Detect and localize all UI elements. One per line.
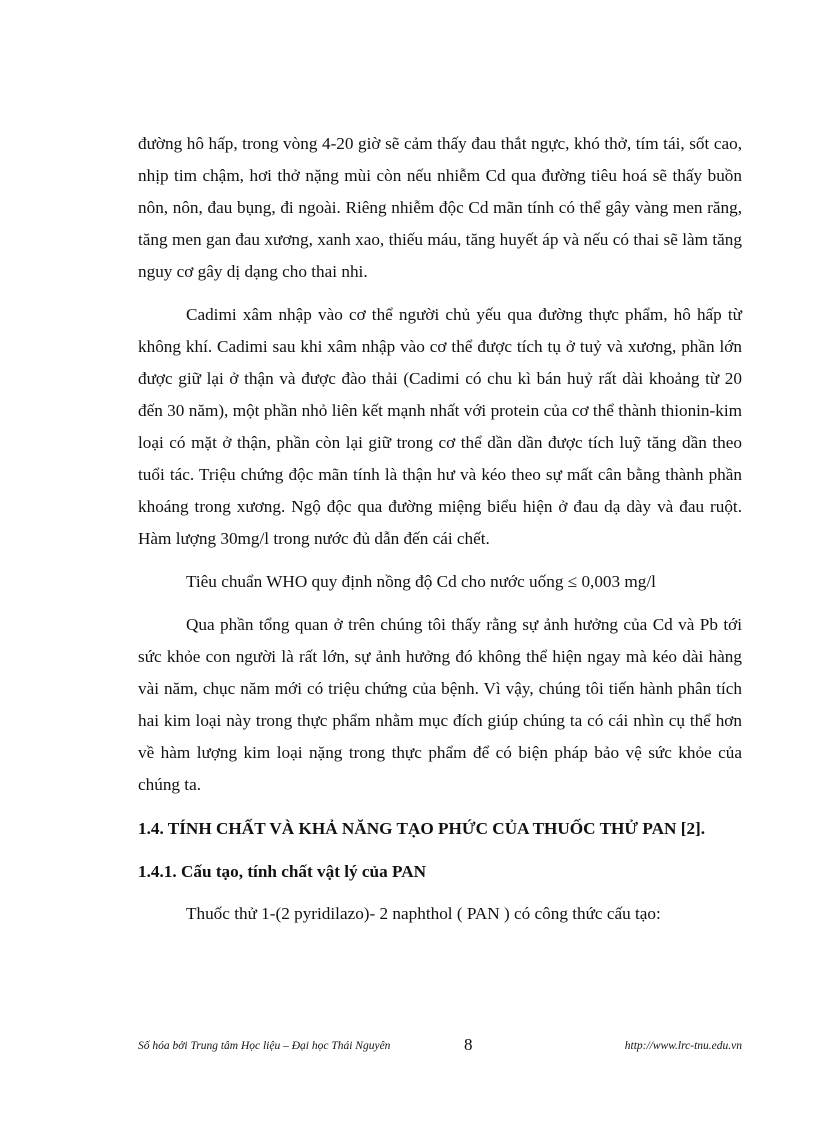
paragraph-who-standard: Tiêu chuẩn WHO quy định nồng độ Cd cho nước uống ≤ 0,003 mg/l — [186, 572, 656, 591]
subsection-heading: 1.4.1. Cấu tạo, tính chất vật lý của PAN — [138, 862, 427, 881]
footer-source: Số hóa bởi Trung tâm Học liệu – Đại học Thái Nguyên — [138, 1040, 391, 1052]
paragraph-cd-symptoms: đường hô hấp, trong vòng 4-20 giờ sẽ cảm thấy đau thắt ngực, khó thở, tím tái, sốt cao, nhịp tim chậm, hơi thở nặng mùi còn nếu nhiễm Cd qua đường tiêu hoá sẽ thấy buồn nôn, nôn, đau bụng, đi ngoài. Riêng nhiễm độc Cd mãn tính có thể gây vàng men răng, tăng men gan đau xương, xanh xao, thiếu máu, tăng huyết áp và nếu có thai sẽ làm tăng nguy cơ gây dị dạng cho thai nhi. — [138, 134, 742, 281]
footer-url: http://www.lrc-tnu.edu.vn — [624, 1040, 742, 1052]
paragraph-cadimi-absorption: Cadimi xâm nhập vào cơ thể người chủ yếu qua đường thực phẩm, hô hấp từ không khí. Cadimi sau khi xâm nhập vào cơ thể được tích tụ ở tuỷ và xương, phần lớn được giữ lại ở thận và được đào thải (Cadimi có chu kì bán huỷ rất dài khoảng từ 20 đến 30 năm), một phần nhỏ liên kết mạnh nhất với protein của cơ thể thành thionin-kim loại có mặt ở thận, phần còn lại giữ trong cơ thể dần dần được tích luỹ tăng dần theo tuổi tác. Triệu chứng độc mãn tính là thận hư và kéo theo sự mất cân bằng thành phần khoáng trong xương. Ngộ độc qua đường miệng biểu hiện ở đau dạ dày và đau ruột. Hàm lượng 30mg/l trong nước đủ dẫn đến cái chết. — [138, 305, 742, 548]
section-heading: 1.4. TÍNH CHẤT VÀ KHẢ NĂNG TẠO PHỨC CỦA THUỐC THỬ PAN [2]. — [138, 819, 706, 838]
paragraph-overview-conclusion: Qua phần tổng quan ở trên chúng tôi thấy rằng sự ảnh hưởng của Cd và Pb tới sức khỏe con người là rất lớn, sự ảnh hưởng đó không thể hiện ngay mà kéo dài hàng vài năm, chục năm mới có triệu chứng của bệnh. Vì vậy, chúng tôi tiến hành phân tích hai kim loại này trong thực phẩm nhằm mục đích giúp chúng ta có cái nhìn cụ thể hơn về hàm lượng kim loại nặng trong thực phẩm để có biện pháp bảo vệ sức khỏe của chúng ta. — [138, 615, 742, 794]
page-footer — [138, 1036, 742, 1060]
page-number: 8 — [464, 1035, 473, 1054]
paragraph-pan-formula: Thuốc thử 1-(2 pyridilazo)- 2 naphthol ( PAN ) có công thức cấu tạo: — [186, 904, 661, 923]
page-body — [138, 128, 742, 930]
